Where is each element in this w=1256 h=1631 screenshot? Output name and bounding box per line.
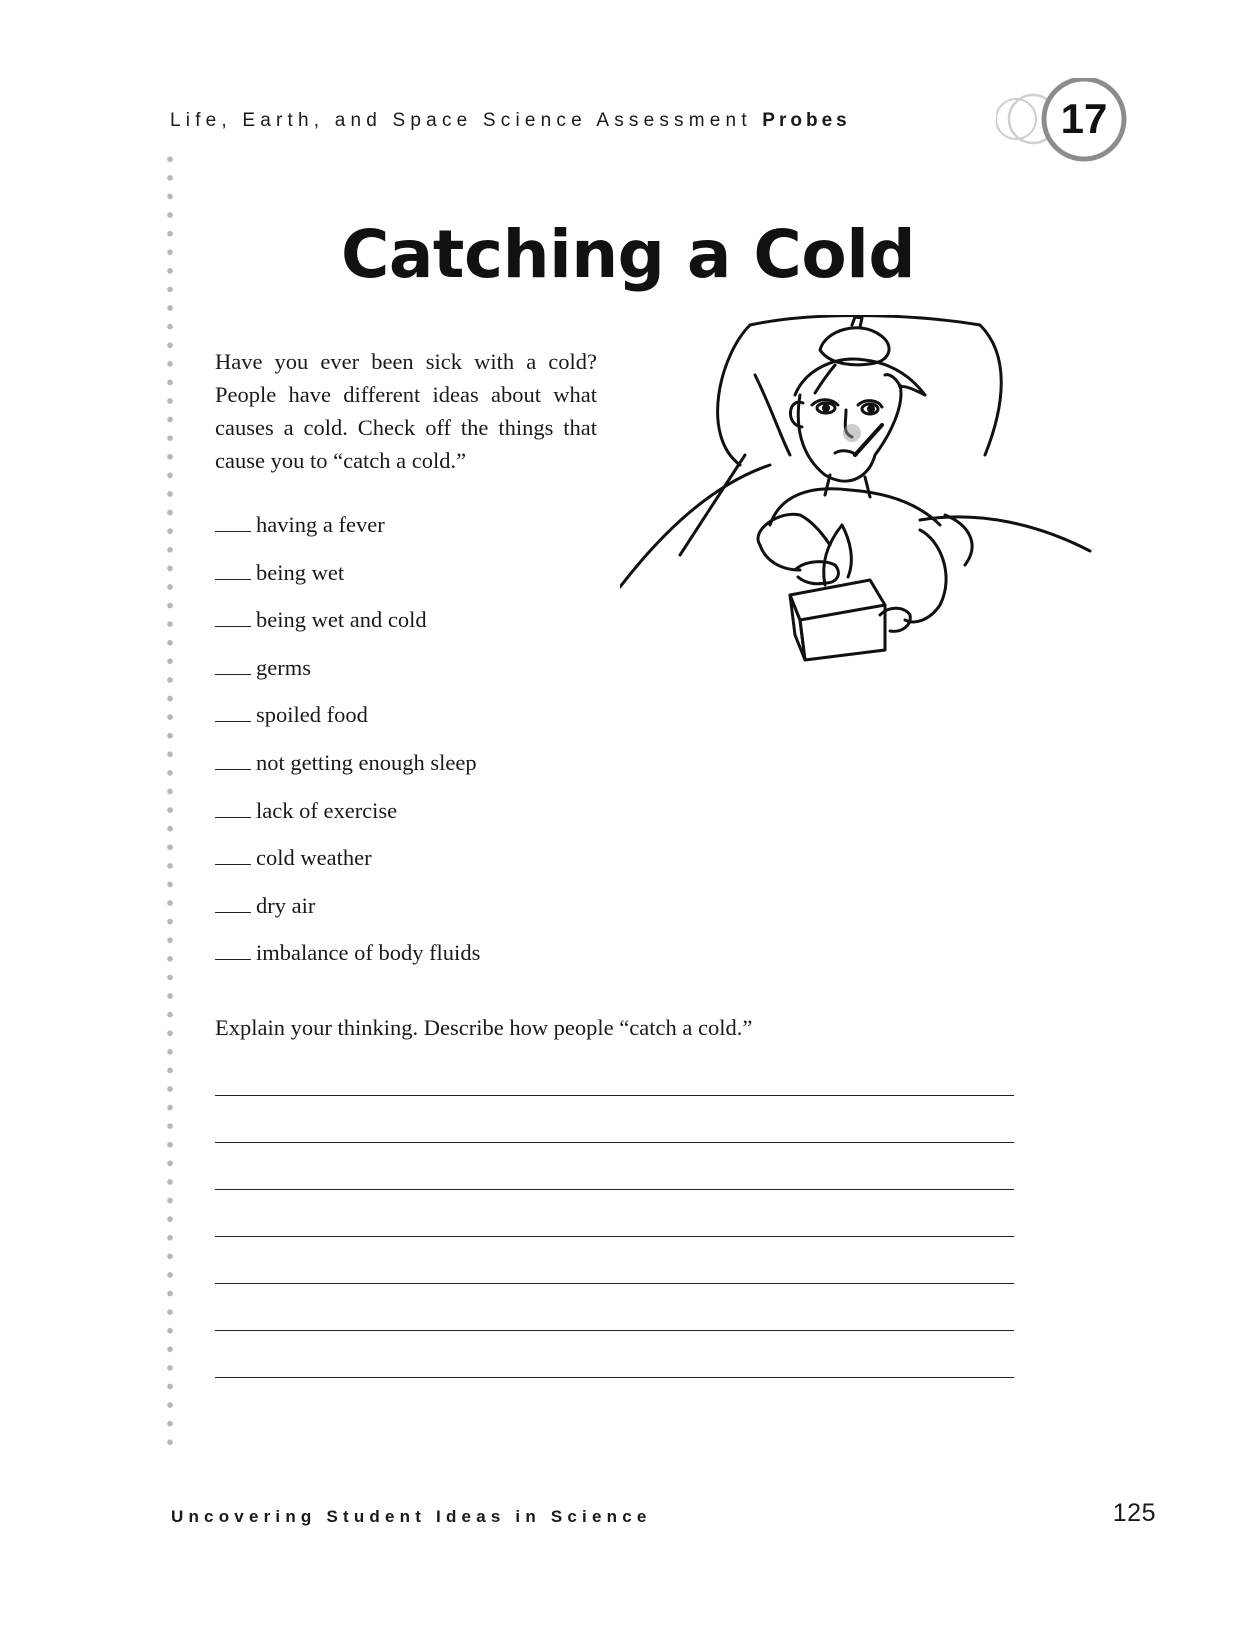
checklist-item-label: dry air [256, 892, 316, 918]
explain-prompt: Explain your thinking. Describe how people “catch a cold.” [215, 1015, 753, 1040]
running-header [170, 110, 851, 132]
check-blank[interactable] [215, 817, 251, 818]
checklist-item[interactable] [215, 558, 480, 606]
check-blank[interactable] [215, 579, 251, 580]
sick-child-in-bed-illustration [620, 315, 1110, 675]
checklist-item-label: cold weather [256, 845, 372, 871]
checklist-item[interactable] [215, 796, 480, 844]
answer-line[interactable] [215, 1284, 1014, 1331]
checklist-item[interactable] [215, 748, 480, 796]
checklist-item-label: being wet [256, 559, 345, 585]
check-blank[interactable] [215, 959, 251, 960]
check-blank[interactable] [215, 626, 251, 627]
footer-book-title: Uncovering Student Ideas in Science [171, 1507, 652, 1526]
checklist-item-label: spoiled food [256, 702, 368, 728]
badge-ring-icon [996, 99, 1036, 139]
probe-number-badge [996, 78, 1156, 168]
check-blank[interactable] [215, 912, 251, 913]
check-blank[interactable] [215, 531, 251, 532]
checklist-item-label: not getting enough sleep [256, 749, 477, 775]
page-title: Catching a Cold [340, 216, 916, 293]
answer-lines[interactable] [215, 1060, 1014, 1378]
answer-line[interactable] [215, 1331, 1014, 1378]
check-blank[interactable] [215, 769, 251, 770]
checklist-item[interactable] [215, 891, 480, 939]
check-blank[interactable] [215, 721, 251, 722]
dotted-margin-line [166, 150, 174, 1450]
checklist-item[interactable] [215, 510, 480, 558]
intro-paragraph: Have you ever been sick with a cold? People have different ideas about what causes a cold. Check off the things that cause you to “catch a cold.” [215, 349, 597, 473]
probe-number: 17 [1060, 95, 1108, 142]
checklist-item-label: germs [256, 654, 311, 680]
checklist-item[interactable] [215, 938, 480, 986]
series-title-bold: Probes [762, 110, 851, 131]
series-title: Life, Earth, and Space Science Assessment [170, 110, 752, 131]
checklist [215, 510, 480, 986]
checklist-item[interactable] [215, 700, 480, 748]
answer-line[interactable] [215, 1237, 1014, 1284]
checklist-item[interactable] [215, 843, 480, 891]
page-number: 125 [1112, 1499, 1156, 1527]
checklist-item-label: having a fever [256, 512, 385, 537]
checklist-item-label: lack of exercise [256, 797, 398, 823]
checklist-item[interactable] [215, 605, 480, 653]
checklist-item[interactable] [215, 653, 480, 701]
answer-line[interactable] [215, 1190, 1014, 1237]
check-blank[interactable] [215, 674, 251, 675]
checklist-item-label: imbalance of body fluids [256, 940, 481, 966]
answer-line[interactable] [215, 1143, 1014, 1190]
answer-line[interactable] [215, 1096, 1014, 1143]
answer-line[interactable] [215, 1060, 1014, 1096]
check-blank[interactable] [215, 864, 251, 865]
checklist-item-label: being wet and cold [256, 607, 427, 633]
